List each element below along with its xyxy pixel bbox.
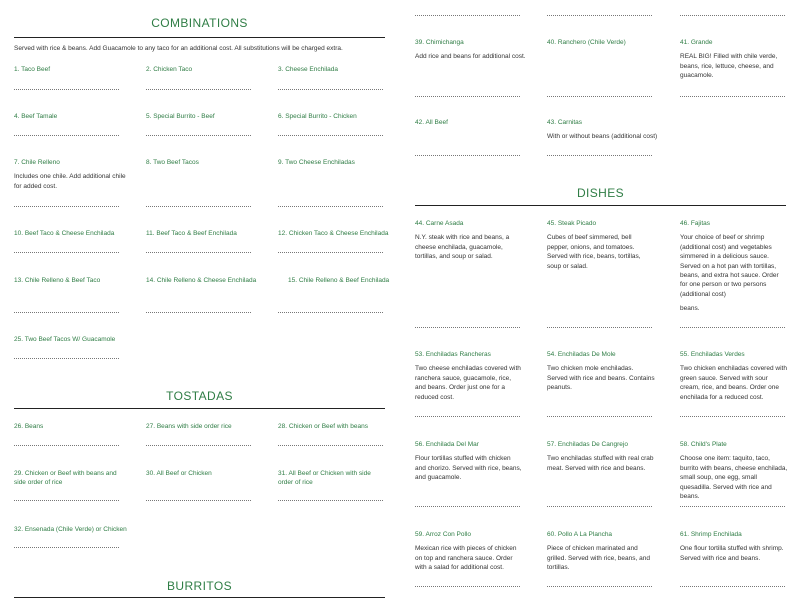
separator [278, 500, 383, 501]
separator [415, 586, 520, 587]
menu-item [415, 350, 523, 402]
item-title: 40. Ranchero (Chile Verde) [547, 39, 626, 46]
item-title: 6. Special Burrito - Chicken [278, 113, 357, 120]
separator [278, 312, 383, 313]
separator [278, 135, 383, 136]
separator [415, 96, 520, 97]
item-title: 10. Beef Taco & Cheese Enchilada [14, 230, 115, 237]
item-title: 25. Two Beef Tacos W/ Guacamole [14, 336, 116, 343]
item-title: 54. Enchiladas De Mole [547, 351, 616, 358]
separator [547, 586, 652, 587]
item-title: 39. Chimichanga [415, 39, 464, 46]
item-title: 8. Two Beef Tacos [146, 159, 199, 166]
menu-item [680, 219, 788, 299]
menu-item [278, 158, 385, 167]
item-title: 2. Chicken Taco [146, 66, 193, 73]
separator [146, 135, 251, 136]
separator [680, 586, 785, 587]
separator [146, 500, 251, 501]
item-title: 27. Beans with side order rice [146, 423, 232, 430]
separator [14, 252, 119, 253]
item-title: 55. Enchiladas Verdes [680, 351, 745, 358]
item-title: 42. All Beef [415, 119, 448, 126]
item-description: With or without beans (additional cost) [547, 133, 658, 141]
item-title: 46. Fajitas [680, 220, 710, 227]
separator [14, 206, 119, 207]
menu-item [14, 65, 126, 74]
separator [415, 155, 520, 156]
menu-item [146, 422, 258, 431]
menu-item [547, 38, 659, 47]
menu-item [146, 469, 258, 478]
item-description: Two chicken mole enchiladas. Served with rice and beans. Contains peanuts. [547, 365, 655, 392]
item-title: 9. Two Cheese Enchiladas [278, 159, 355, 166]
item-title: 41. Grande [680, 39, 713, 46]
heading-rule [14, 408, 385, 409]
separator [146, 312, 251, 313]
section-heading-dishes: DISHES [576, 186, 625, 200]
item-title: 7. Chile Relleno [14, 159, 60, 166]
separator [14, 312, 119, 313]
item-description: REAL BIG! Filled with chile verde, beans, rice, lettuce, cheese, and guacamole. [680, 53, 778, 80]
menu-item [146, 276, 274, 285]
item-title: 60. Pollo A La Plancha [547, 531, 613, 538]
menu-item [14, 229, 139, 238]
separator [680, 416, 785, 417]
separator [547, 96, 652, 97]
item-title: 44. Carne Asada [415, 220, 464, 227]
menu-item [547, 350, 655, 393]
menu-item [146, 229, 271, 238]
menu-item [680, 440, 788, 501]
item-title: 59. Arroz Con Pollo [415, 531, 472, 538]
menu-item [14, 112, 126, 121]
menu-item [278, 112, 385, 121]
menu-item [547, 118, 672, 142]
item-title: 11. Beef Taco & Beef Enchilada [146, 230, 237, 237]
menu-item [415, 440, 523, 483]
item-title: 30. All Beef or Chicken [146, 470, 212, 477]
item-title: 12. Chicken Taco & Cheese Enchilada [278, 230, 389, 237]
section-heading-burritos: BURRITOS [167, 579, 232, 593]
item-description: Two enchiladas stuffed with real crab meat. Served with rice and beans. [547, 455, 654, 472]
item-description: N.Y. steak with rice and beans, a cheese enchilada, guacamole, tortillas, and soup or salad. [415, 234, 510, 261]
item-title: 61. Shrimp Enchilada [680, 531, 742, 538]
item-description: Mexican rice with pieces of chicken on top and ranchera sauce. Order with a salad for additional cost. [415, 545, 517, 572]
menu-item [278, 469, 385, 488]
menu-item [146, 65, 258, 74]
separator [547, 416, 652, 417]
separator [547, 155, 652, 156]
separator [278, 445, 383, 446]
menu-item [547, 530, 655, 573]
item-title: 13. Chile Relleno & Beef Taco [14, 277, 101, 284]
item-title: 45. Steak Picado [547, 220, 597, 227]
menu-item [14, 469, 126, 488]
section-heading-tostadas: TOSTADAS [166, 389, 233, 403]
separator [415, 506, 520, 507]
separator [146, 252, 251, 253]
item-description: Choose one item: taquito, taco, burrito with beans, cheese enchilada, small soup, one egg, small quesadilla. Served with rice and beans. [680, 455, 788, 501]
menu-item [547, 440, 655, 473]
separator [415, 416, 520, 417]
separator [415, 327, 520, 328]
menu-item-continued [680, 299, 788, 313]
item-title: 15. Chile Relleno & Beef Enchilada [288, 277, 390, 284]
separator [278, 252, 383, 253]
separator [680, 327, 785, 328]
menu-item [14, 525, 154, 534]
menu-item [146, 158, 258, 167]
item-title: 53. Enchiladas Rancheras [415, 351, 491, 358]
separator [14, 500, 119, 501]
heading-rule [14, 37, 385, 38]
separator [547, 327, 652, 328]
menu-item [415, 38, 527, 62]
separator [14, 89, 119, 90]
menu-item [415, 118, 527, 127]
menu-item [680, 38, 788, 81]
menu-item [278, 422, 385, 431]
separator [547, 506, 652, 507]
menu-item [415, 530, 523, 573]
menu-item [14, 422, 126, 431]
separator [14, 445, 119, 446]
item-description: Piece of chicken marinated and grilled. Served with rice, beans, and tortillas. [547, 545, 650, 572]
item-description: Two chicken enchiladas covered with green sauce. Served with sour cream, rice, and beans. Order one enchilada for a reduced cost. [680, 365, 787, 401]
menu-item [680, 350, 788, 402]
separator [14, 135, 119, 136]
menu-item [278, 229, 389, 238]
separator [278, 206, 383, 207]
item-description: Flour tortillas stuffed with chicken and chorizo. Served with rice, beans, and guacamole. [415, 455, 522, 482]
heading-rule [14, 597, 385, 598]
separator [146, 89, 251, 90]
section-intro: Served with rice & beans. Add Guacamole to any taco for an additional cost. All substitutions will be charged extra. [14, 45, 343, 52]
item-title: 56. Enchilada Del Mar [415, 441, 479, 448]
item-description: Two cheese enchiladas covered with ranchera sauce, guacamole, rice, and beans. Order just one for a reduced cost. [415, 365, 521, 401]
item-title: 43. Carnitas [547, 119, 583, 126]
separator [278, 89, 383, 90]
item-title: 28. Chicken or Beef with beans [278, 423, 368, 430]
menu-item [547, 219, 655, 271]
item-title: 57. Enchiladas De Cangrejo [547, 441, 628, 448]
item-title: 29. Chicken or Beef with beans and side order of rice [14, 470, 117, 487]
separator [14, 358, 119, 359]
item-title: 1. Taco Beef [14, 66, 51, 73]
item-description: beans. [680, 305, 700, 312]
separator [146, 445, 251, 446]
menu-item [288, 276, 390, 285]
menu-item [415, 219, 525, 262]
item-title: 5. Special Burrito - Beef [146, 113, 215, 120]
item-title: 14. Chile Relleno & Cheese Enchilada [146, 277, 257, 284]
heading-rule [415, 205, 786, 206]
item-title: 32. Ensenada (Chile Verde) or Chicken [14, 526, 127, 533]
separator [415, 15, 520, 16]
item-title: 26. Beans [14, 423, 44, 430]
item-title: 58. Child's Plate [680, 441, 727, 448]
item-description: Cubes of beef simmered, bell pepper, onions, and tomatoes. Served with rice, beans, tortillas, soup or salad. [547, 234, 641, 270]
menu-item [14, 158, 126, 191]
separator [14, 547, 119, 548]
item-description: Includes one chile. Add additional chile for added cost. [14, 173, 126, 190]
item-description: Your choice of beef or shrimp (additional cost) and vegetables simmered in a delicious sauce. Served on a hot pan with tortillas, beans, and extra hot sauce. Order for one person or two persons (additional cost) [680, 234, 779, 298]
menu-item [680, 530, 788, 563]
menu-item [14, 335, 144, 344]
menu-item [146, 112, 258, 121]
separator [680, 15, 785, 16]
separator [146, 206, 251, 207]
item-title: 3. Cheese Enchilada [278, 66, 338, 73]
menu-item [14, 276, 139, 285]
section-heading-combinations: COMBINATIONS [151, 16, 248, 30]
separator [547, 15, 652, 16]
separator [680, 506, 785, 507]
item-description: Add rice and beans for additional cost. [415, 53, 526, 61]
separator [680, 96, 785, 97]
item-title: 4. Beef Tamale [14, 113, 58, 120]
item-title: 31. All Beef or Chicken with side order of rice [278, 470, 371, 487]
menu-item [278, 65, 385, 74]
item-description: One flour tortilla stuffed with shrimp. Served with rice and beans. [680, 545, 784, 562]
